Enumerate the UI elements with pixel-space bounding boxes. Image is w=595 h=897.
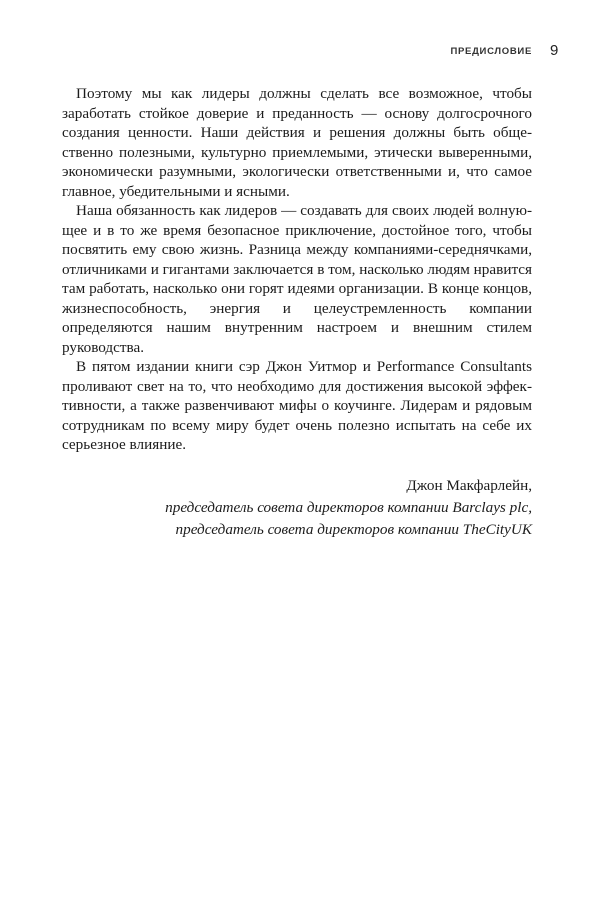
running-head: [0, 42, 595, 62]
paragraph: Поэтому мы как лидеры должны сделать все возможное, чтобы заработать стойкое доверие и преданность — основу долгосрочного создания ценности. Наши действия и решения должны быть общественно полезными, культурно приемлемыми, этически выверенными, экономически разумными, экологически ответственными и, что самое главное, убедительными и ясными.: [62, 85, 532, 200]
page-number: 9: [550, 42, 559, 59]
section-title: ПРЕДИСЛОВИЕ: [450, 46, 532, 57]
body-text: [62, 84, 532, 455]
signature-block: [62, 475, 532, 541]
signature-title: председатель совета директоров компании TheCityUK: [175, 521, 532, 538]
signature-name: Джон Макфарлейн,: [406, 477, 532, 494]
signature-title: председатель совета директоров компании Barclays plc,: [165, 499, 532, 516]
paragraph: В пятом издании книги сэр Джон Уитмор и Performance Consultants проливают свет на то, что необходимо для достижения высокой эффективности, а также развенчивают мифы о коучинге. Лидерам и рядовым сотрудникам по всему миру будет очень полезно испытать на себе их серьезное влияние.: [62, 358, 532, 453]
paragraph: Наша обязанность как лидеров — создавать для своих людей волнующее и в то же время безопасное приключение, достойное того, чтобы посвятить ему свою жизнь. Разница между компаниями-середнячками, отличниками и гигантами заключается в том, насколько людям нравится там работать, насколько они горят идеями организации. В конце концов, жизнеспособность, энергия и целеустремленность компании определяются нашим внутренним настроем и внешним стилем руководства.: [62, 202, 532, 356]
